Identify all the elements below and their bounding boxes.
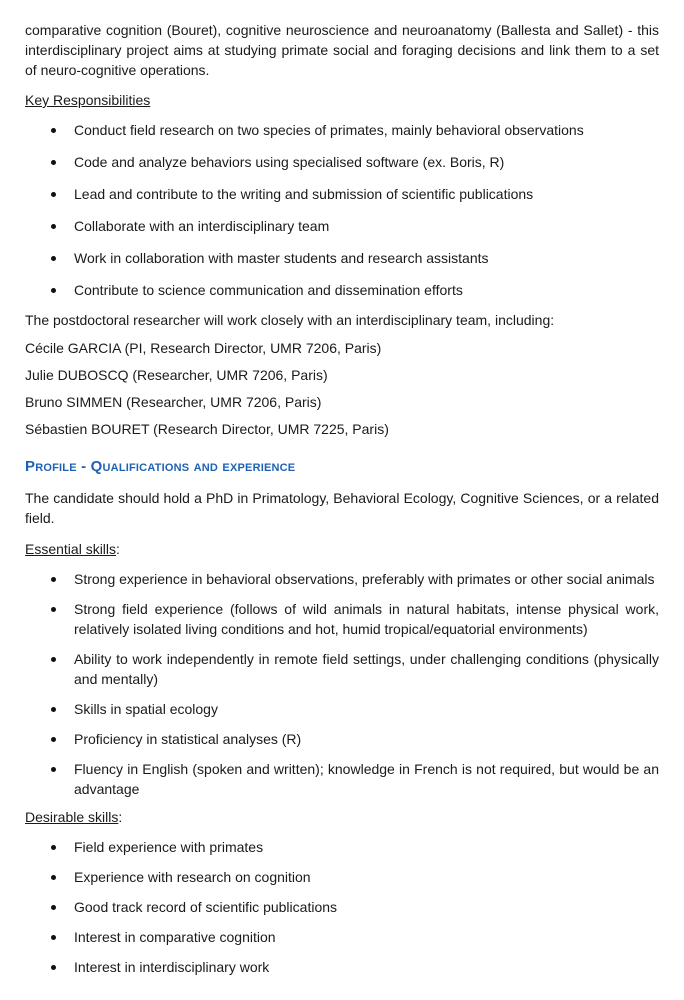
team-member: Julie DUBOSCQ (Researcher, UMR 7206, Paris) (25, 367, 328, 383)
list-item-text: Work in collaboration with master students and research assistants (74, 250, 489, 266)
bullet-icon (51, 192, 56, 197)
list-item-text: Field experience with primates (74, 839, 264, 855)
list-item-text: Strong field experience (follows of wild animals in natural habitats, intense physical work, relatively isolated living conditions and hot, humid tropical/equatorial environments) (74, 601, 659, 637)
list-item (25, 599, 659, 639)
list-item-text: Conduct field research on two species of primates, mainly behavioral observations (74, 122, 584, 138)
bullet-icon (51, 577, 56, 582)
bullet-icon (51, 224, 56, 229)
responsibilities-list (25, 120, 659, 300)
team-member: Sébastien BOURET (Research Director, UMR 7225, Paris) (25, 421, 389, 437)
list-item-text: Experience with research on cognition (74, 869, 311, 885)
team-intro: The postdoctoral researcher will work closely with an interdisciplinary team, including: (25, 312, 555, 328)
bullet-icon (51, 256, 56, 261)
bullet-icon (51, 707, 56, 712)
bullet-icon (51, 160, 56, 165)
desirable-skills-colon: : (118, 809, 123, 825)
bullet-icon (51, 875, 56, 880)
team-member: Cécile GARCIA (PI, Research Director, UMR 7206, Paris) (25, 340, 382, 356)
essential-skills-heading (25, 539, 659, 559)
intro-paragraph: comparative cognition (Bouret), cognitive neuroscience and neuroanatomy (Ballesta and Sallet) - this interdisciplinary project aims at studying primate social and foraging decisions and link them to a set of neuro-cognitive operations. (25, 22, 659, 78)
bullet-icon (51, 935, 56, 940)
list-item (25, 957, 659, 977)
team-member: Bruno SIMMEN (Researcher, UMR 7206, Paris) (25, 394, 322, 410)
list-item-text: Code and analyze behaviors using specialised software (ex. Boris, R) (74, 154, 505, 170)
bullet-icon (51, 657, 56, 662)
bullet-icon (51, 845, 56, 850)
list-item (25, 837, 659, 857)
list-item-text: Interest in interdisciplinary work (74, 959, 270, 975)
bullet-icon (51, 288, 56, 293)
essential-skills-list (25, 569, 659, 799)
desirable-skills-heading-text: Desirable skills (25, 809, 119, 825)
list-item (25, 897, 659, 917)
list-item-text: Good track record of scientific publications (74, 899, 338, 915)
desirable-skills-list (25, 837, 659, 977)
list-item-text: Skills in spatial ecology (74, 701, 218, 717)
desirable-skills-heading (25, 807, 659, 827)
responsibilities-heading (25, 90, 659, 110)
bullet-icon (51, 128, 56, 133)
list-item (25, 729, 659, 749)
list-item (25, 759, 659, 799)
list-item (25, 927, 659, 947)
list-item (25, 280, 659, 300)
list-item (25, 569, 659, 589)
list-item (25, 649, 659, 689)
list-item (25, 248, 659, 268)
list-item-text: Interest in comparative cognition (74, 929, 276, 945)
list-item (25, 120, 659, 140)
essential-skills-colon: : (116, 541, 120, 557)
profile-section-heading: Profile - Qualifications and experience (25, 458, 296, 475)
list-item-text: Fluency in English (spoken and written); knowledge in French is not required, but would be an advantage (74, 761, 659, 797)
list-item-text: Contribute to science communication and dissemination efforts (74, 282, 463, 298)
responsibilities-heading-text: Key Responsibilities (25, 92, 151, 108)
list-item-text: Proficiency in statistical analyses (R) (74, 731, 302, 747)
list-item-text: Ability to work independently in remote field settings, under challenging conditions (physically and mentally) (74, 651, 659, 687)
bullet-icon (51, 905, 56, 910)
candidate-requirements: The candidate should hold a PhD in Primatology, Behavioral Ecology, Cognitive Sciences, or a related field. (25, 490, 659, 526)
essential-skills-heading-text: Essential skills (25, 541, 117, 557)
bullet-icon (51, 607, 56, 612)
bullet-icon (51, 737, 56, 742)
bullet-icon (51, 767, 56, 772)
list-item-text: Lead and contribute to the writing and submission of scientific publications (74, 186, 534, 202)
list-item (25, 216, 659, 236)
list-item (25, 184, 659, 204)
list-item (25, 152, 659, 172)
list-item-text: Collaborate with an interdisciplinary team (74, 218, 330, 234)
bullet-icon (51, 965, 56, 970)
list-item-text: Strong experience in behavioral observations, preferably with primates or other social animals (74, 571, 655, 587)
list-item (25, 699, 659, 719)
list-item (25, 867, 659, 887)
